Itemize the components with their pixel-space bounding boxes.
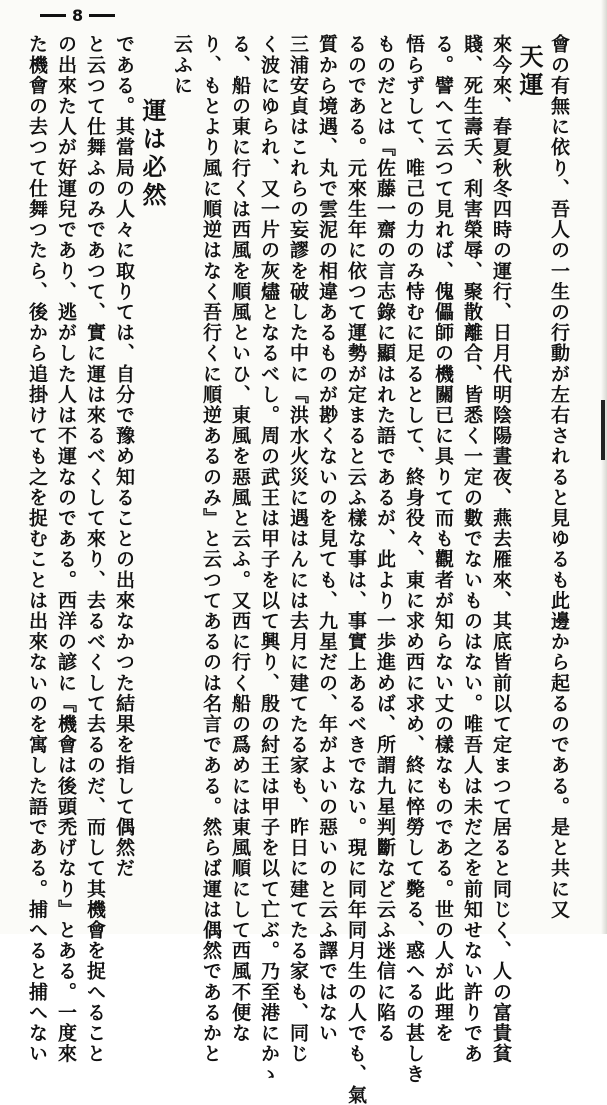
text-line: ものだとは『佐藤一齋の言志錄に顯はれた語であるが、此より一歩進めば、所謂九星判斷など云ふ迷信に陷る [374,34,396,1044]
header-rule-right [89,14,115,17]
text-line: る、船の東に行くは西風を順風といひ、東風を惡風と云ふ。又西に行く船の爲めには東風順にして西風不便な [229,34,251,1044]
page-header [40,6,115,25]
page-number: 8 [72,6,84,25]
text-line: 賤、死生壽夭、利害榮辱、聚散離合、皆悉く一定の數でないものはない。唯吾人は未だ之を前知せない許りであ [461,34,483,1064]
section-heading-un-wa-hitsuzen [138,98,167,919]
text-line: 來今來、春夏秋冬四時の運行、日月代明陰陽晝夜、燕去雁來、其底皆前以て定まつて居ると同じく、人の富貴貧 [490,34,512,1064]
header-rule-left [40,14,66,17]
text-line: 質から境遇、丸で雲泥の相違あるものが尠くないのを見ても、九星だの、年がよいの惡いのと云ふ譯ではない [316,34,338,1044]
text-line: の出來た人が好運兒であり、逃がした人は不運なのである。西洋の諺に『機會は後頭禿げなり』とある。一度來 [55,34,77,1064]
text-line: るのである。元來生年に依つて運勢が定まると云ふ樣な事は、事實上あるべきでない。現に同年同月生の人でも、氣 [345,34,367,1105]
text-line: 悟らずして、唯己の力のみ恃むに足るとして、終身役々、東に求め西に求め、終に悴勞して斃る、惑へるの甚しき [403,34,425,1085]
text-line: り、もとより風に順逆はなく吾行くに順逆あるのみ』と云つてあるのは名言である。然らば運は偶然であるかと [200,34,222,1064]
heading-text: 天運 [515,44,544,100]
text-line: と云つて仕舞ふのみであつて、實に運は來るべくして來り、去るべくして去るのだ、而して其機會を捉へること [84,34,106,1064]
text-line: る。譬へて云つて見れば、傀儡師の機關已に具りて而も觀者が知らない丈の樣なものである。世の人が此理を [432,34,454,1044]
heading-text: 運は必然 [138,98,167,210]
scan-edge [601,0,607,934]
text-line: である。其當局の人々に取りては、自分で豫め知ることの出來なかつた結果を指して偶然だ [113,34,135,879]
text-line: 云ふに [171,34,193,96]
vertical-text-body [26,34,573,1105]
text-line: く波にゆられ、又一片の灰燼となるべし。周の武王は甲子を以て興り、殷の紂王は甲子を以て亡ぶ。乃至港にかゝ [258,34,280,1085]
section-heading-ten-un [515,44,544,919]
text-line: た機會の去つて仕舞つたら、後から追掛けても之を捉むことは出來ないのを寓した語である。捕へると捕へない [26,34,48,1064]
text-line: 三浦安貞はこれらの妄謬を破した中に『洪水火災に遇はんには去月に建てたる家も、昨日に建てたる家も、同じ [287,34,309,1064]
text-line: 會の有無に依り、吾人の一生の行動が左右されると見ゆるも此邊から起るのである。是と共に又 [548,34,570,920]
scan-mark [601,400,605,460]
